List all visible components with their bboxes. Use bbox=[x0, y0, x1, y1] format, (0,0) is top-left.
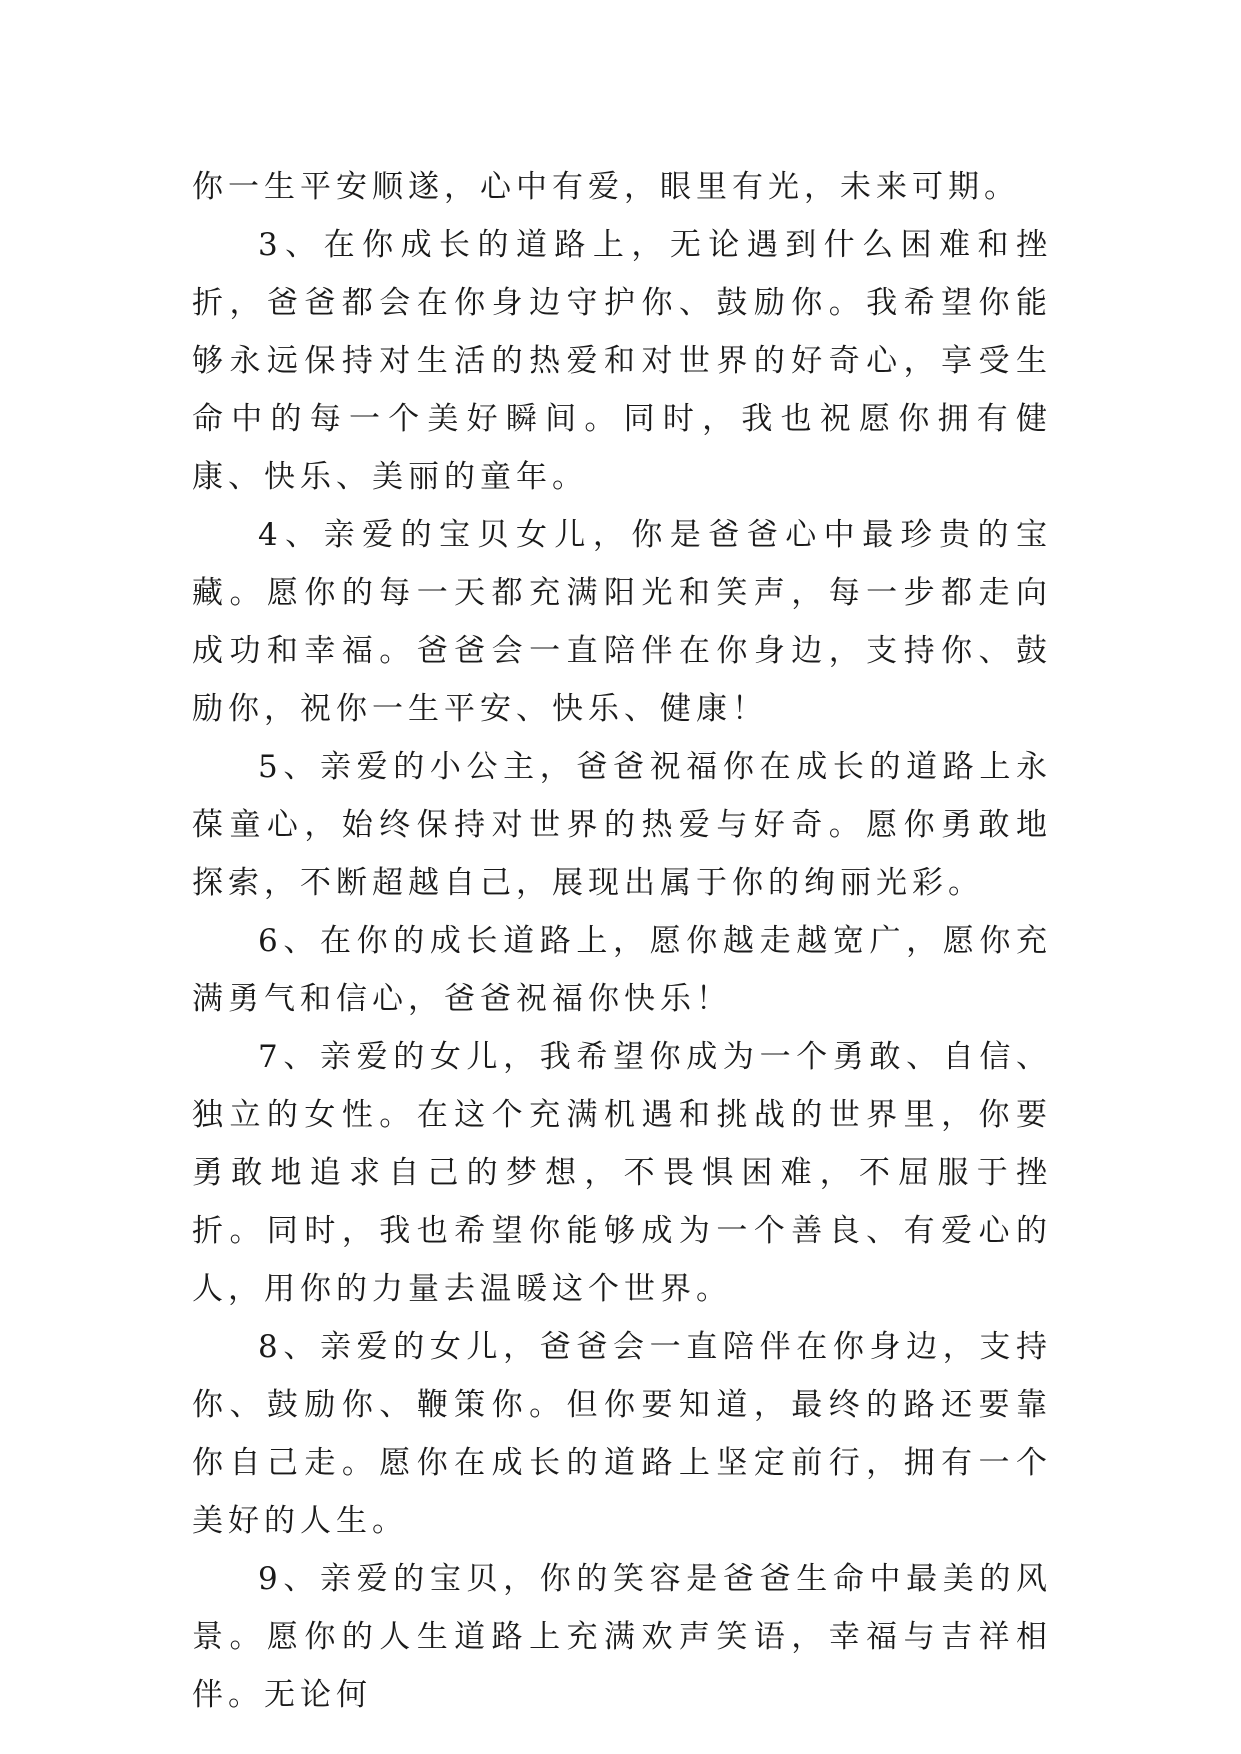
paragraph-8: 8、亲爱的女儿，爸爸会一直陪伴在你身边，支持你、鼓励你、鞭策你。但你要知道，最终的路还要靠你自己走。愿你在成长的道路上坚定前行，拥有一个美好的人生。 bbox=[192, 1329, 1052, 1539]
document-body bbox=[192, 158, 1052, 1724]
paragraph-5: 5、亲爱的小公主，爸爸祝福你在成长的道路上永葆童心，始终保持对世界的热爱与好奇。愿你勇敢地探索，不断超越自己，展现出属于你的绚丽光彩。 bbox=[192, 749, 1052, 901]
paragraph-9: 9、亲爱的宝贝，你的笑容是爸爸生命中最美的风景。愿你的人生道路上充满欢声笑语，幸福与吉祥相伴。无论何 bbox=[192, 1561, 1052, 1713]
paragraph-continuation: 你一生平安顺遂，心中有爱，眼里有光，未来可期。 bbox=[192, 169, 1020, 205]
paragraph-4: 4、亲爱的宝贝女儿，你是爸爸心中最珍贵的宝藏。愿你的每一天都充满阳光和笑声，每一步都走向成功和幸福。爸爸会一直陪伴在你身边，支持你、鼓励你，祝你一生平安、快乐、健康！ bbox=[192, 517, 1052, 727]
paragraph-6: 6、在你的成长道路上，愿你越走越宽广，愿你充满勇气和信心，爸爸祝福你快乐！ bbox=[192, 923, 1052, 1017]
paragraph-7: 7、亲爱的女儿，我希望你成为一个勇敢、自信、独立的女性。在这个充满机遇和挑战的世界里，你要勇敢地追求自己的梦想，不畏惧困难，不屈服于挫折。同时，我也希望你能够成为一个善良、有爱心的人，用你的力量去温暖这个世界。 bbox=[192, 1039, 1052, 1307]
paragraph-3: 3、在你成长的道路上，无论遇到什么困难和挫折，爸爸都会在你身边守护你、鼓励你。我希望你能够永远保持对生活的热爱和对世界的好奇心，享受生命中的每一个美好瞬间。同时，我也祝愿你拥有健康、快乐、美丽的童年。 bbox=[192, 227, 1052, 495]
